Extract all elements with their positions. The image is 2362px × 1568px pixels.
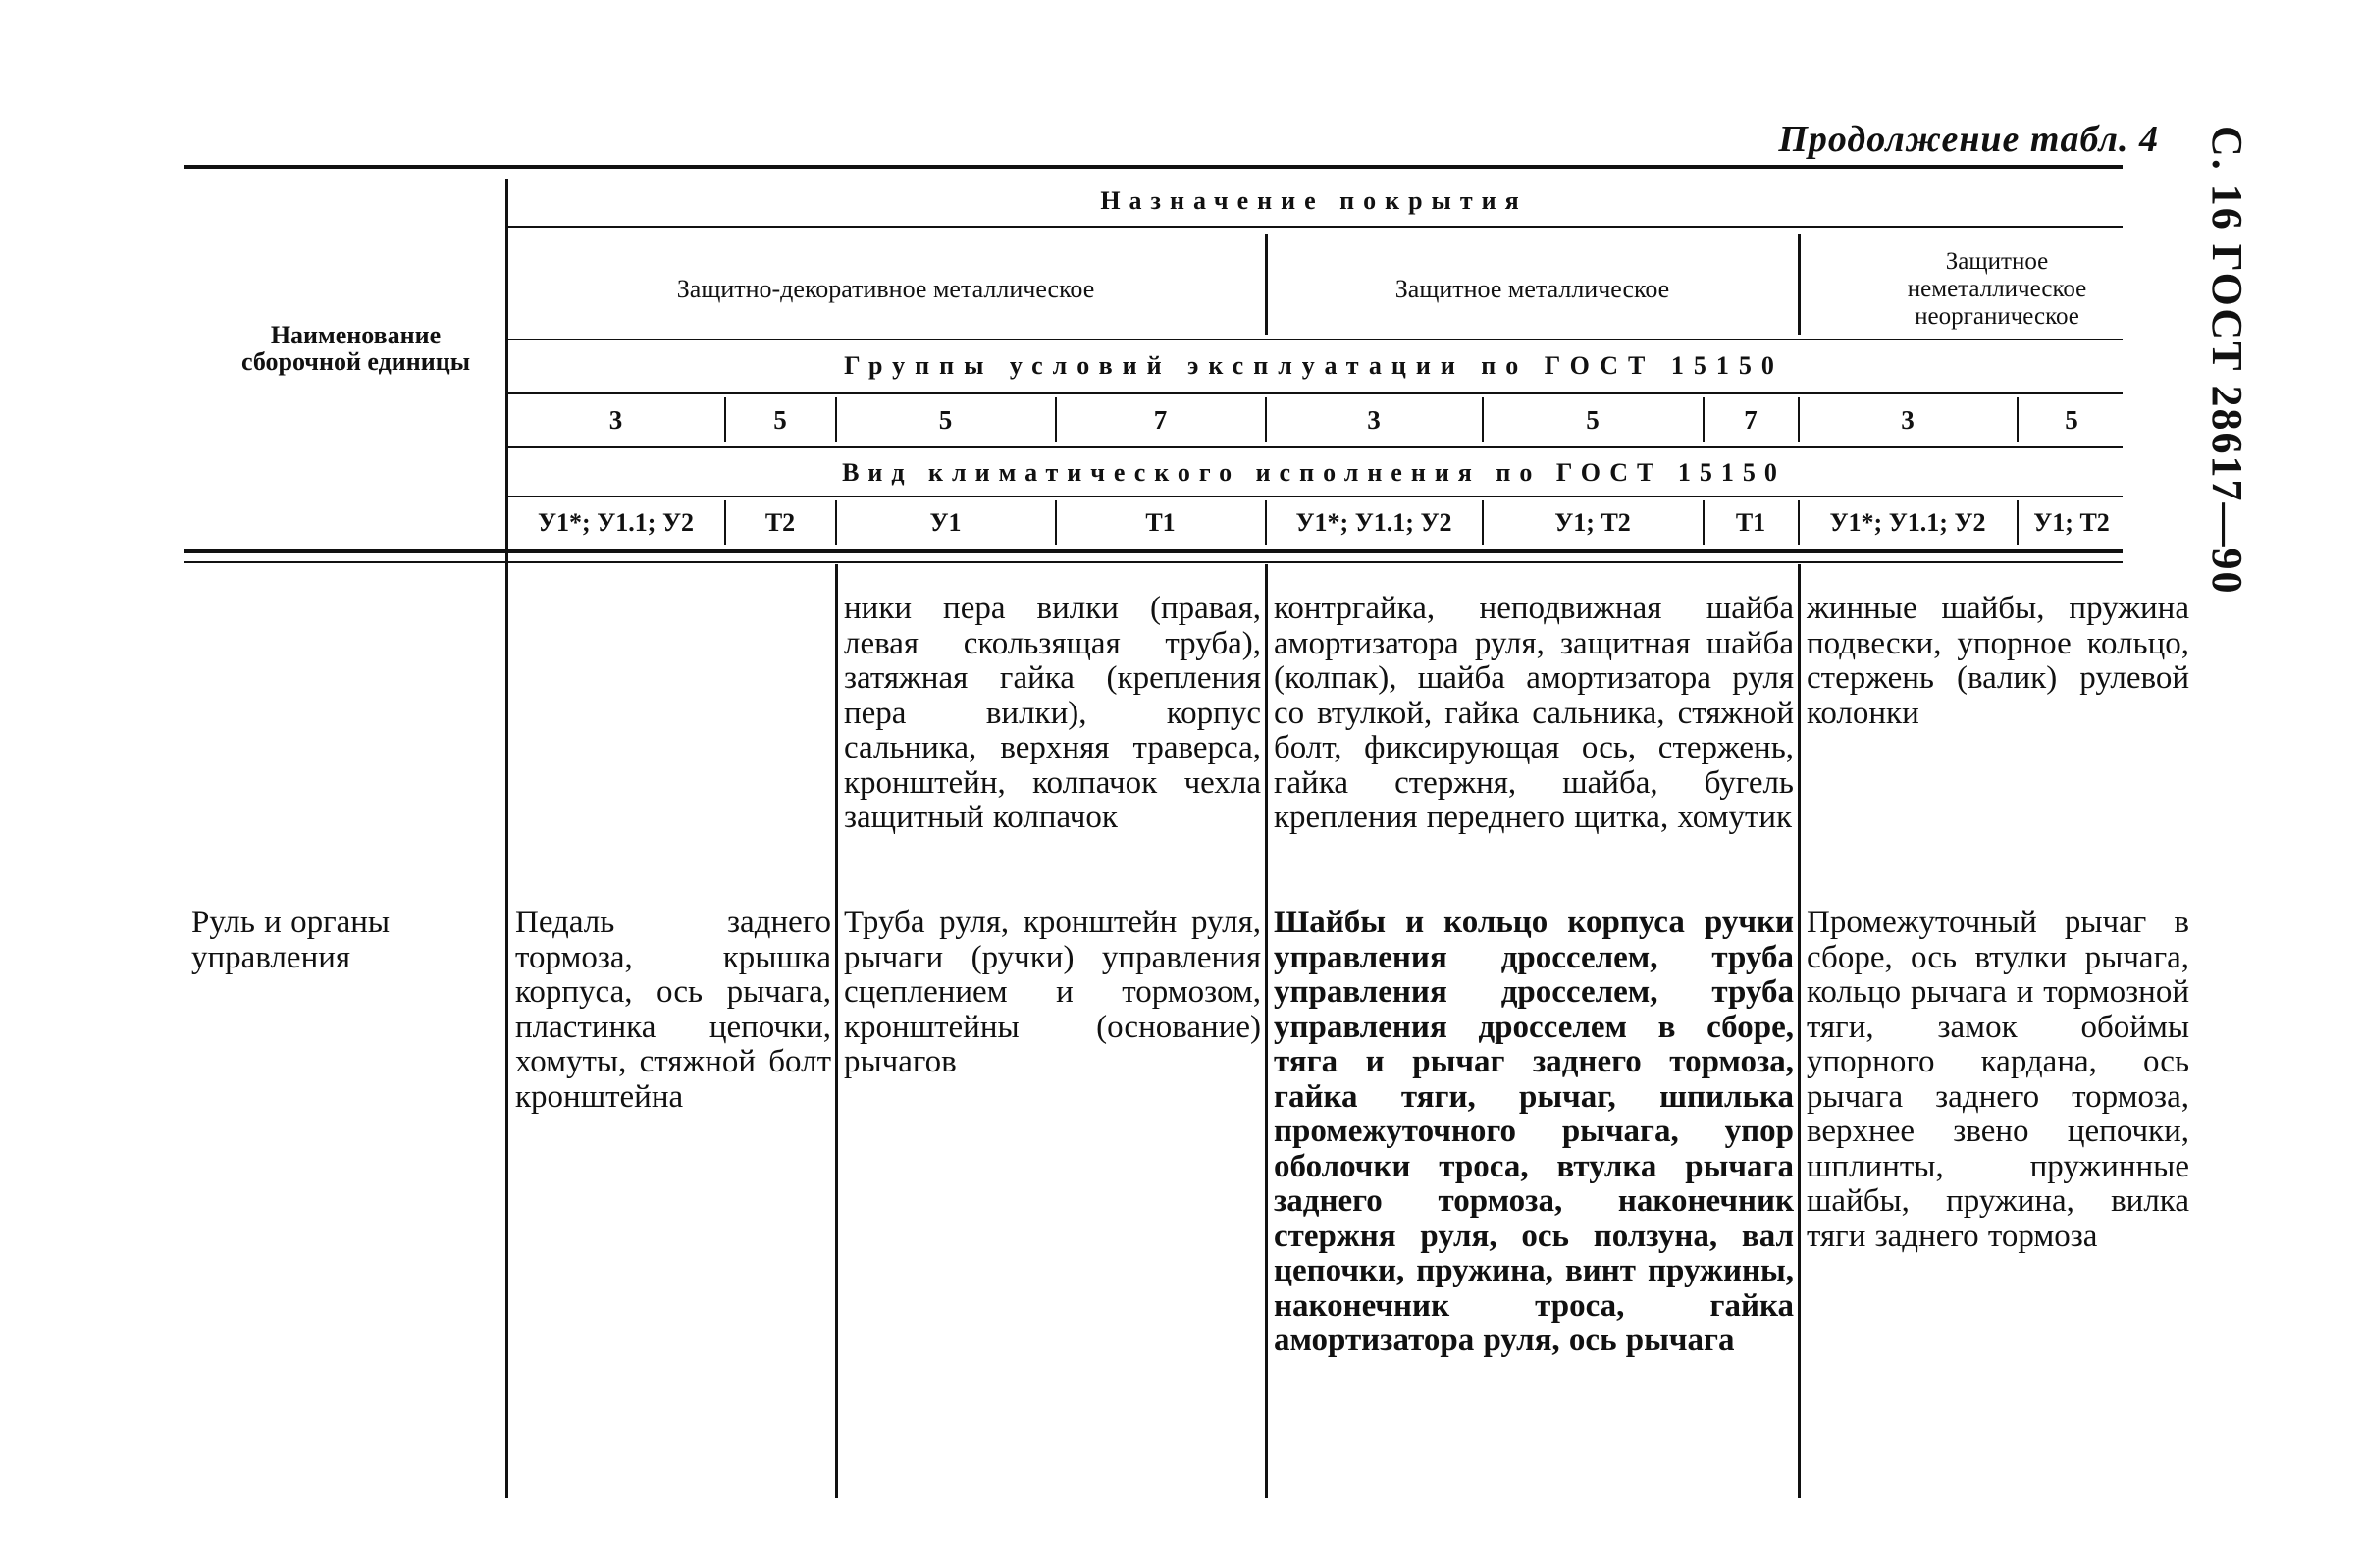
column-divider [1265,564,1268,1498]
cell-continuation-protective-metal: контргайка, неподвижная шайба амортизатора руля, защитная шайба (колпак), шайба амортизатора руля со втулкой, гайка сальника, стяжной болт, фиксирующая ось, стержень, гайка стержня, шайба, бугель крепления переднего щитка, хомутик [1274,591,1794,835]
table-continuation-caption: Продолжение табл. 4 [1778,119,2159,160]
subcolumn-divider [1265,397,1267,442]
group-value: 3 [1367,405,1381,435]
column-divider [1798,564,1801,1498]
subcolumn-divider [1055,500,1057,545]
row-name-steering: Руль и органы управления [191,905,391,975]
divider-line [505,496,2123,497]
subcolumn-divider [1798,397,1800,442]
cell-steering-col3: Труба руля, кронштейн руля, рычаги (ручки) управления сцеплением и тормозом, кронштейны (основание) рычагов [844,905,1261,1079]
page-side-header: С. 16 ГОСТ 28617—90 [2203,126,2251,596]
group-value: 3 [608,405,623,435]
group-value: 7 [1153,405,1168,435]
subcolumn-divider [724,397,726,442]
cell-continuation-nonmetal: жинные шайбы, пружина подвески, упорное кольцо, стержень (валик) рулевой колонки [1807,591,2189,731]
coating-purpose-title: Назначение покрытия [1100,186,1528,215]
subcolumn-divider [1703,397,1705,442]
climate-title: Вид климатического исполнения по ГОСТ 15150 [842,458,1786,487]
divider-line [505,339,2123,340]
group-value: 5 [773,405,787,435]
cell-steering-col2: Педаль заднего тормоза, крышка корпуса, ось рычага, пластинка цепочки, хомуты, стяжной болт кронштейна [515,905,831,1115]
column-divider [1265,234,1268,335]
column-divider [835,564,838,1498]
climate-value: У1*; У1.1; У2 [1295,508,1452,537]
subcolumn-divider [1265,500,1267,545]
purpose-decorative-metal: Защитно-декоративное металлическое [676,275,1095,303]
climate-value: Т1 [1735,508,1766,537]
subcolumn-divider [1703,500,1705,545]
header-bottom-border [184,561,2123,563]
cell-steering-col5: Промежуточный рычаг в сборе, ось втулки рычага, кольцо рычага и тормозной тяги, замок обоймы упорного кардана, ось рычага заднего тормоза, верхнее звено цепочки, шплинты, пружинные шайбы, пружина, вилка тяги заднего тормоза [1807,905,2189,1254]
climate-value: У1*; У1.1; У2 [537,508,695,537]
purpose-protective-nonmetal: Защитное неметаллическое неорганическое [1907,248,2087,330]
group-value: 5 [2065,405,2078,435]
group-value: 5 [938,405,953,435]
cell-continuation-decorative-metal: ники пера вилки (правая, левая скользящая труба), затяжная гайка (крепления пера вилки), корпус сальника, верхняя траверса, кронштейн, колпачок чехла защитный колпачок [844,591,1261,835]
climate-value: У1 [929,508,962,537]
divider-line [505,446,2123,448]
subcolumn-divider [1055,397,1057,442]
divider-line [505,226,2123,228]
group-value: 7 [1744,405,1758,435]
climate-value: У1*; У1.1; У2 [1829,508,1986,537]
climate-value: Т2 [764,508,796,537]
climate-value: У1; Т2 [1554,508,1631,537]
subcolumn-divider [1482,397,1484,442]
divider-line [505,392,2123,394]
groups-title: Группы условий эксплуатации по ГОСТ 15150 [844,351,1784,380]
purpose-protective-metal: Защитное металлическое [1394,275,1670,303]
subcolumn-divider [835,500,837,545]
column-divider [1798,234,1801,335]
subcolumn-divider [835,397,837,442]
group-value: 5 [1586,405,1600,435]
climate-value: Т1 [1145,508,1176,537]
subcolumn-divider [2017,397,2019,442]
header-bottom-border [184,549,2123,553]
cell-steering-col4: Шайбы и кольцо корпуса ручки управления дросселем, труба управления дросселем, труба управления дросселем в сборе, тяга и рычаг заднего тормоза, гайка тяги, рычаг, шпилька промежуточного рычага, упор оболочки троса, втулка рычага заднего тормоза, наконечник стержня руля, ось ползуна, вал цепочки, пружина, винт пружины, наконечник троса, гайка амортизатора руля, ось рычага [1274,905,1794,1358]
climate-value: У1; Т2 [2033,508,2110,537]
subcolumn-divider [1482,500,1484,545]
subcolumn-divider [2017,500,2019,545]
subcolumn-divider [724,500,726,545]
table-top-border [184,165,2123,169]
row-header-label: Наименование сборочной единицы [241,321,470,376]
group-value: 3 [1901,405,1915,435]
subcolumn-divider [1798,500,1800,545]
